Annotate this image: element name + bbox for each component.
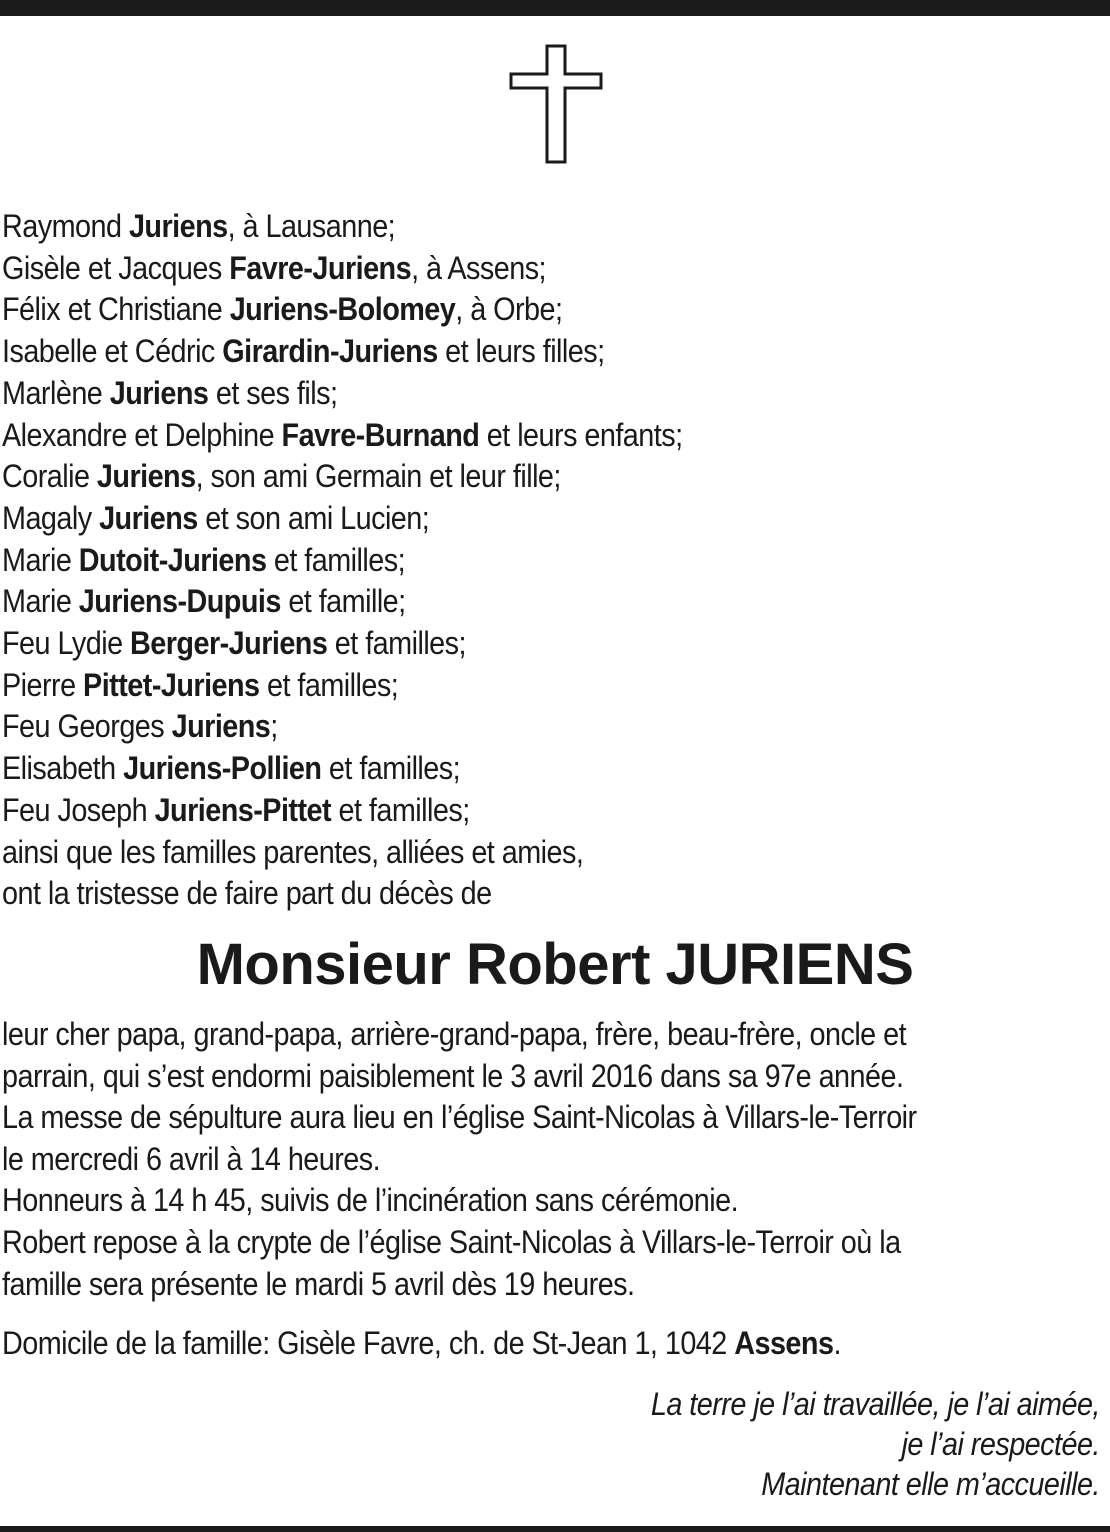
family-surname: Juriens bbox=[96, 458, 196, 495]
family-line: Feu Joseph Juriens-Pittet et familles; bbox=[2, 791, 470, 828]
family-surname: Pittet-Juriens bbox=[83, 666, 260, 703]
bottom-border-bar bbox=[0, 1526, 1110, 1532]
body-line: famille sera présente le mardi 5 avril dès 19 heures. bbox=[2, 1265, 635, 1302]
announcement-body bbox=[2, 1014, 992, 1305]
cross-icon bbox=[509, 44, 603, 164]
family-list bbox=[2, 206, 992, 915]
body-line: parrain, qui s’est endormi paisiblement le 3 avril 2016 dans sa 97e année. bbox=[2, 1057, 904, 1094]
family-surname: Berger-Juriens bbox=[130, 625, 328, 662]
family-line: Magaly Juriens et son ami Lucien; bbox=[2, 499, 430, 536]
family-line: Félix et Christiane Juriens-Bolomey, à Orbe; bbox=[2, 291, 563, 328]
family-line: Pierre Pittet-Juriens et familles; bbox=[2, 666, 399, 703]
family-surname: Dutoit-Juriens bbox=[78, 541, 267, 578]
family-domicile: Domicile de la famille: Gisèle Favre, ch. de St-Jean 1, 1042 Assens. bbox=[2, 1325, 841, 1361]
deceased-name: Monsieur Robert JURIENS bbox=[196, 932, 914, 997]
domicile-place: Assens bbox=[734, 1325, 834, 1361]
family-surname: Juriens bbox=[99, 499, 198, 536]
body-line: Robert repose à la crypte de l’église Saint-Nicolas à Villars-le-Terroir où la bbox=[2, 1223, 901, 1260]
family-line: Marie Dutoit-Juriens et familles; bbox=[2, 541, 406, 578]
body-line: La messe de sépulture aura lieu en l’église Saint-Nicolas à Villars-le-Terroir bbox=[2, 1099, 917, 1136]
body-line: le mercredi 6 avril à 14 heures. bbox=[2, 1140, 381, 1177]
family-surname: Juriens-Pollien bbox=[123, 750, 322, 787]
closing-quote bbox=[651, 1384, 1100, 1504]
family-line: Raymond Juriens, à Lausanne; bbox=[2, 208, 396, 244]
family-line: Marie Juriens-Dupuis et famille; bbox=[2, 583, 406, 620]
family-surname: Juriens bbox=[171, 708, 271, 745]
family-surname: Juriens-Dupuis bbox=[78, 583, 281, 620]
family-surname: Girardin-Juriens bbox=[222, 333, 438, 370]
family-surname: Juriens bbox=[109, 374, 209, 411]
quote-line: La terre je l’ai travaillée, je l’ai aimée, bbox=[650, 1386, 1100, 1422]
family-line: Alexandre et Delphine Favre-Burnand et leurs enfants; bbox=[2, 416, 683, 453]
closing-line: ainsi que les familles parentes, alliées et amies, bbox=[2, 833, 584, 870]
quote-line: je l’ai respectée. bbox=[901, 1426, 1100, 1462]
family-line: Marlène Juriens et ses fils; bbox=[2, 374, 338, 411]
family-line: Isabelle et Cédric Girardin-Juriens et leurs filles; bbox=[2, 333, 605, 370]
family-surname: Juriens-Pittet bbox=[154, 791, 332, 828]
top-border-bar bbox=[0, 0, 1110, 16]
quote-line: Maintenant elle m’accueille. bbox=[761, 1466, 1100, 1502]
family-line: Coralie Juriens, son ami Germain et leur fille; bbox=[2, 458, 561, 495]
family-line: Elisabeth Juriens-Pollien et familles; bbox=[2, 750, 461, 787]
body-line: Honneurs à 14 h 45, suivis de l’incinération sans cérémonie. bbox=[2, 1182, 739, 1219]
closing-line: ont la tristesse de faire part du décès de bbox=[2, 875, 492, 912]
family-line: Feu Lydie Berger-Juriens et familles; bbox=[2, 625, 466, 662]
family-line: Gisèle et Jacques Favre-Juriens, à Assens; bbox=[2, 249, 547, 286]
family-surname: Favre-Burnand bbox=[281, 416, 480, 453]
body-line: leur cher papa, grand-papa, arrière-grand-papa, frère, beau-frère, oncle et bbox=[2, 1016, 907, 1052]
family-surname: Juriens-Bolomey bbox=[229, 291, 456, 328]
family-surname: Juriens bbox=[128, 208, 228, 244]
family-line: Feu Georges Juriens; bbox=[2, 708, 278, 745]
family-surname: Favre-Juriens bbox=[229, 249, 412, 286]
